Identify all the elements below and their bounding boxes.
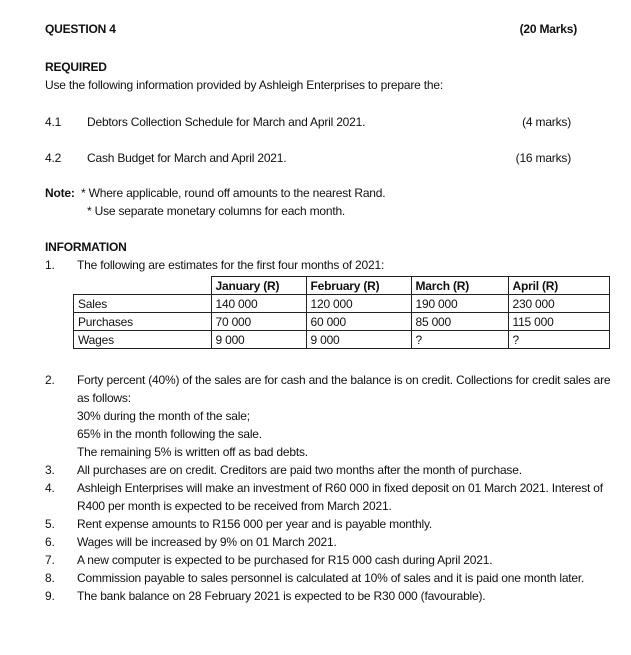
table-cell: 115 000	[508, 313, 609, 331]
item-number: 9.	[45, 589, 55, 603]
table-cell: 140 000	[211, 295, 306, 313]
item-number: 2.	[45, 373, 55, 387]
estimates-table	[73, 276, 610, 349]
table-row	[74, 313, 610, 331]
column-header: March (R)	[411, 277, 508, 295]
table-cell: 9 000	[306, 331, 411, 349]
item-text: All purchases are on credit. Creditors are paid two months after the month of purchase.	[77, 463, 522, 477]
item-text: as follows:	[77, 391, 131, 405]
task-marks: (16 marks)	[515, 151, 571, 165]
item-text: Rent expense amounts to R156 000 per year and is payable monthly.	[77, 517, 433, 531]
item-text: Forty percent (40%) of the sales are for cash and the balance is on credit. Collections for credit sales are	[77, 373, 611, 387]
table-cell: ?	[508, 331, 609, 349]
item-number: 3.	[45, 463, 55, 477]
table-row	[74, 331, 610, 349]
row-label: Wages	[74, 331, 212, 349]
table-cell: 60 000	[306, 313, 411, 331]
item-text: The remaining 5% is written off as bad debts.	[77, 445, 308, 459]
table-cell: 85 000	[411, 313, 508, 331]
task-marks: (4 marks)	[522, 115, 571, 129]
item-number: 4.	[45, 481, 55, 495]
required-intro: Use the following information provided by Ashleigh Enterprises to prepare the:	[45, 78, 443, 92]
table-header-row	[74, 277, 610, 295]
item-text: Wages will be increased by 9% on 01 March 2021.	[77, 535, 337, 549]
row-label: Purchases	[74, 313, 212, 331]
row-label: Sales	[74, 295, 212, 313]
column-header: January (R)	[211, 277, 306, 295]
table-corner-cell	[74, 277, 212, 295]
table-cell: 230 000	[508, 295, 609, 313]
item-number: 1.	[45, 258, 55, 272]
item-text: A new computer is expected to be purchased for R15 000 cash during April 2021.	[77, 553, 493, 567]
table-cell: ?	[411, 331, 508, 349]
task-text: Debtors Collection Schedule for March and April 2021.	[87, 115, 366, 129]
item-number: 7.	[45, 553, 55, 567]
task-text: Cash Budget for March and April 2021.	[87, 151, 287, 165]
information-heading: INFORMATION	[45, 240, 127, 254]
note-label: Note:	[45, 186, 75, 200]
note-line: * Use separate monetary columns for each month.	[87, 204, 346, 218]
task-number: 4.2	[45, 151, 62, 165]
item-text: The bank balance on 28 February 2021 is expected to be R30 000 (favourable).	[77, 589, 486, 603]
item-text: The following are estimates for the first four months of 2021:	[77, 258, 385, 272]
question-marks: (20 Marks)	[519, 22, 577, 36]
question-title: QUESTION 4	[45, 22, 116, 36]
item-text: Ashleigh Enterprises will make an investment of R60 000 in fixed deposit on 01 March 2021. Interest of	[77, 481, 603, 495]
column-header: February (R)	[306, 277, 411, 295]
item-text: 30% during the month of the sale;	[77, 409, 250, 423]
task-number: 4.1	[45, 115, 62, 129]
required-heading: REQUIRED	[45, 60, 107, 74]
table-cell: 120 000	[306, 295, 411, 313]
item-text: Commission payable to sales personnel is calculated at 10% of sales and it is paid one month later.	[77, 571, 585, 585]
note-line: * Where applicable, round off amounts to the nearest Rand.	[81, 186, 386, 200]
column-header: April (R)	[508, 277, 609, 295]
item-number: 5.	[45, 517, 55, 531]
item-number: 8.	[45, 571, 55, 585]
item-text: 65% in the month following the sale.	[77, 427, 262, 441]
table-cell: 9 000	[211, 331, 306, 349]
item-number: 6.	[45, 535, 55, 549]
item-text: R400 per month is expected to be received from March 2021.	[77, 499, 392, 513]
table-cell: 70 000	[211, 313, 306, 331]
table-row	[74, 295, 610, 313]
table-cell: 190 000	[411, 295, 508, 313]
